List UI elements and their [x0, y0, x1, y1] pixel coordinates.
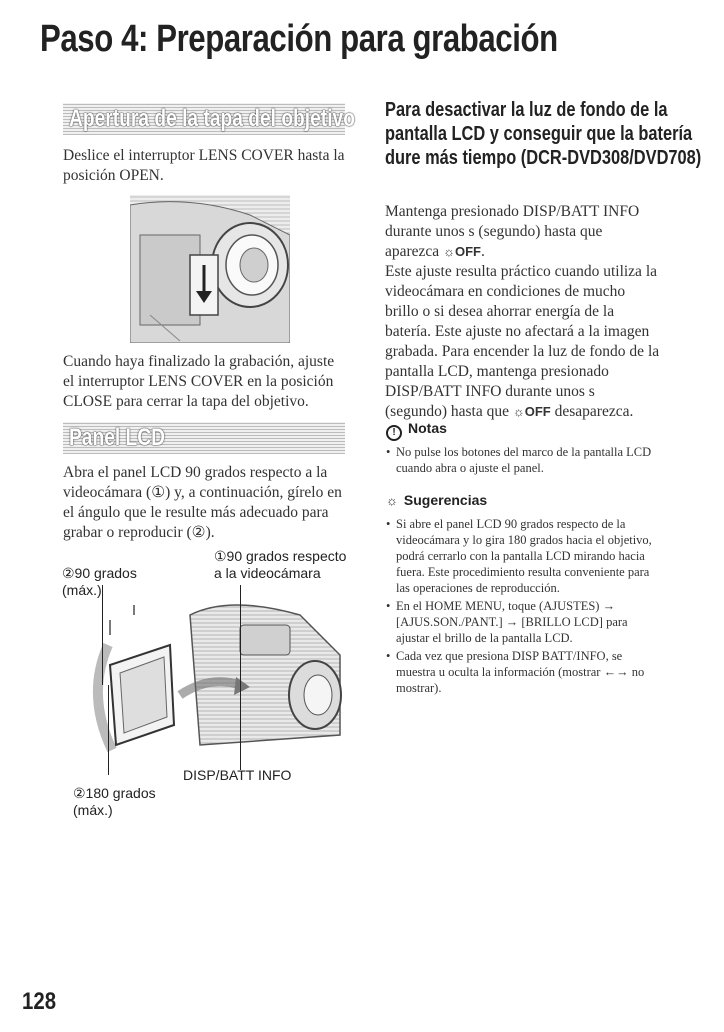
caption-180-degrees: ②180 grados (máx.) [73, 785, 156, 818]
caption-disp-batt-info: DISP/BATT INFO [183, 767, 292, 783]
section-heading-lcd-panel-text: Panel LCD [69, 424, 166, 451]
section-heading-lens-cover-text: Apertura de la tapa del objetivo [69, 105, 355, 132]
lcd-panel-illustration [90, 585, 350, 765]
caption-90-degrees: ①90 grados respecto a la videocámara [214, 548, 347, 581]
page-number: 128 [22, 988, 57, 1015]
tips-list [386, 516, 658, 698]
lens-cover-close-instruction: Cuando haya finalizado la grabación, ajuste el interruptor LENS COVER en la posición CLOSE para cerrar la tapa del objetivo. [63, 353, 335, 410]
lens-cover-instruction: Deslice el interruptor LENS COVER hasta la posición OPEN. [63, 147, 345, 184]
backlight-off-icon: ☼OFF [443, 244, 481, 259]
notes-list [386, 444, 658, 478]
backlight-off-icon-2: ☼OFF [512, 404, 551, 419]
list-item: • En el HOME MENU, toque (AJUSTES) → [AJUS.SON./PANT.] → [BRILLO LCD] para ajustar el brillo de la pantalla LCD. [386, 598, 658, 646]
section-heading-lcd-panel [63, 422, 345, 454]
page-title: Paso 4: Preparación para grabación [40, 18, 558, 60]
lcd-panel-instruction: Abra el panel LCD 90 grados respecto a la videocámara (①) y, a continuación, gírelo en el ángulo que le resulte más adecuado para grabar o reproducir (②). [63, 464, 342, 541]
section-heading-lens-cover [63, 103, 355, 135]
caption-90-degrees-max: ②90 grados (máx.) [62, 565, 137, 598]
list-item: • No pulse los botones del marco de la pantalla LCD cuando abra o ajuste el panel. [386, 444, 658, 476]
tips-heading: ☼ Sugerencias [386, 492, 488, 508]
warning-icon: ! [386, 425, 402, 441]
notes-heading: ! Notas [386, 420, 447, 441]
backlight-instruction: Mantenga presionado DISP/BATT INFO durante unos s (segundo) hasta que aparezca ☼OFF. Este ajuste resulta práctico cuando utiliza la videocámara en condiciones de mucho brillo o si desea ahorrar energía de la batería. Este ajuste no afectará a la imagen grabada. Para encender la luz de fondo de la pantalla LCD, mantenga presionado DISP/BATT INFO durante unos s (segundo) hasta que ☼OFF desaparezca. [385, 203, 660, 420]
lightbulb-icon: ☼ [386, 493, 398, 508]
camera-lens-icon [130, 195, 290, 343]
backlight-heading: Para desactivar la luz de fondo de la pantalla LCD y conseguir que la batería dure más tiempo (DCR-DVD308/DVD708) [385, 99, 702, 169]
list-item: • Cada vez que presiona DISP BATT/INFO, se muestra u oculta la información (mostrar ←→ no mostrar). [386, 648, 658, 696]
camcorder-lcd-icon [90, 585, 350, 765]
list-item: • Si abre el panel LCD 90 grados respecto de la videocámara y lo gira 180 grados hacia el objetivo, podrá cerrarlo con la pantalla LCD mirando hacia fuera. Este procedimiento resulta conveniente para las operaciones de reproducción. [386, 516, 658, 596]
lens-cover-illustration [130, 195, 290, 343]
